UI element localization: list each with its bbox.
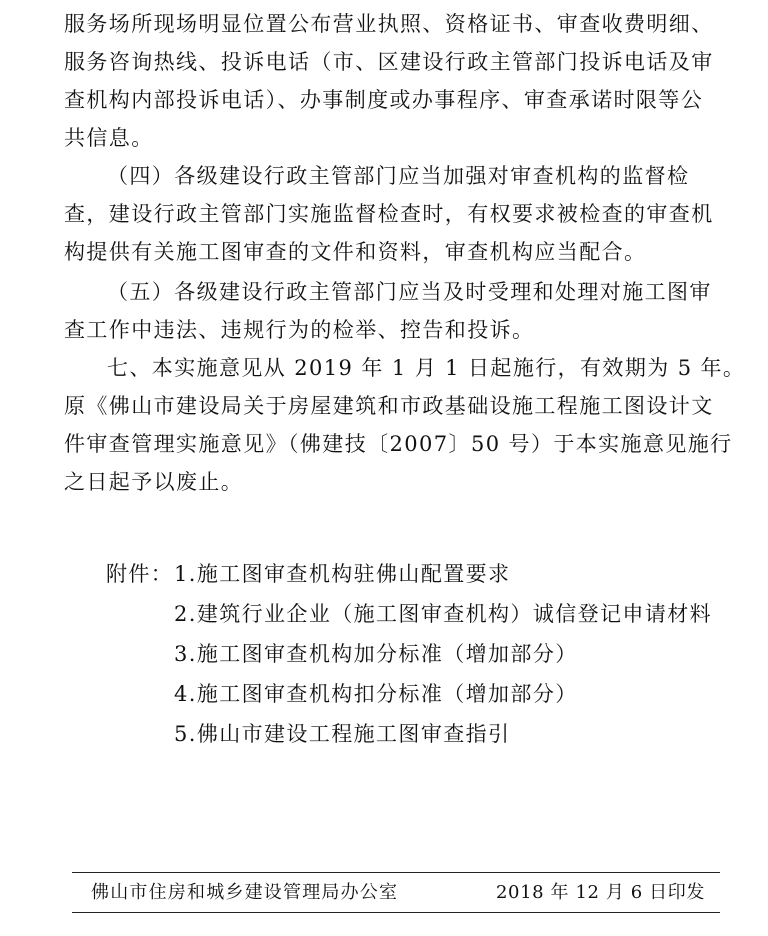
article-7-line-2: 原《佛山市建设局关于房屋建筑和市政基础设施工程施工图设计文 [64,394,714,418]
article-7-line-3: 件审查管理实施意见》（佛建技〔2007〕50 号）于本实施意见施行 [64,432,733,456]
paragraph-4-line-3: 构提供有关施工图审查的文件和资料，审查机构应当配合。 [64,240,647,264]
paragraph-4-line-1: （四）各级建设行政主管部门应当加强对审查机构的监督检 [107,164,690,188]
article-7-line-1: 七、本实施意见从 2019 年 1 月 1 日起施行，有效期为 5 年。 [107,356,746,380]
body-line-2: 服务咨询热线、投诉电话（市、区建设行政主管部门投诉电话及审 [64,50,714,74]
footer-issuer: 佛山市住房和城乡建设管理局办公室 [91,882,399,903]
footer-issue-date: 2018 年 12 月 6 日印发 [496,882,705,903]
footer-bottom-rule [72,912,720,913]
paragraph-5-line-1: （五）各级建设行政主管部门应当及时受理和处理对施工图审 [107,280,712,304]
attachment-item-2: 2.建筑行业企业（施工图审查机构）诚信登记申请材料 [174,602,713,626]
footer-top-rule [72,872,720,873]
body-line-4: 共信息。 [64,126,154,150]
paragraph-4-line-2: 查，建设行政主管部门实施监督检查时，有权要求被检查的审查机 [64,202,714,226]
attachment-item-4: 4.施工图审查机构扣分标准（增加部分） [174,682,578,706]
attachment-item-5: 5.佛山市建设工程施工图审查指引 [174,722,511,746]
attachments-label: 附件： [106,562,174,586]
attachment-item-1: 1.施工图审查机构驻佛山配置要求 [174,562,511,586]
attachment-item-3: 3.施工图审查机构加分标准（增加部分） [174,642,578,666]
body-line-1: 服务场所现场明显位置公布营业执照、资格证书、审查收费明细、 [64,12,714,36]
article-7-line-4: 之日起予以废止。 [64,470,244,494]
paragraph-5-line-2: 查工作中违法、违规行为的检举、控告和投诉。 [64,318,535,342]
body-line-3: 查机构内部投诉电话）、办事制度或办事程序、审查承诺时限等公 [64,88,704,112]
